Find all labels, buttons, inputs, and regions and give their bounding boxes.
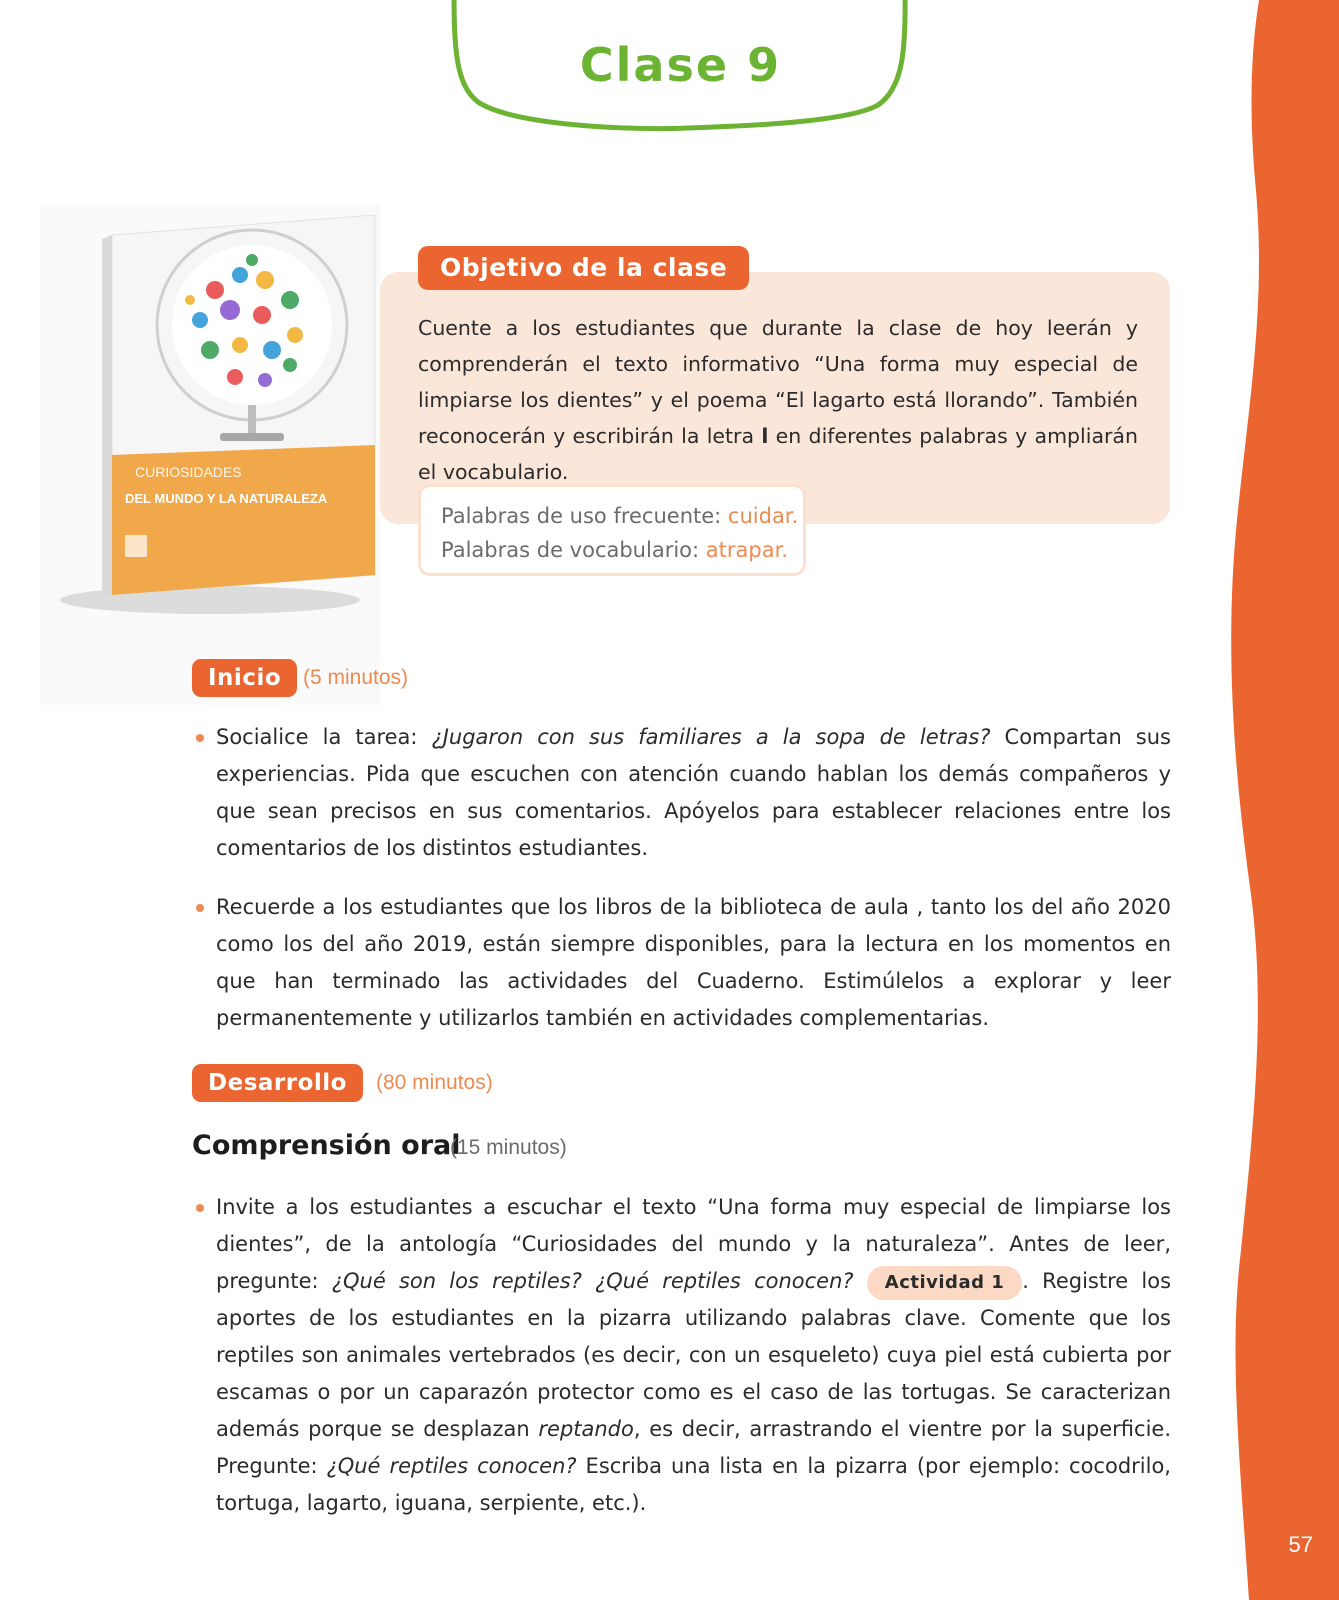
desarrollo-minutes: (80 minutos) xyxy=(376,1071,493,1094)
desarrollo-tab: Desarrollo xyxy=(192,1064,363,1102)
subhead-minutes: (15 minutos) xyxy=(450,1136,567,1159)
inicio-bullet-2: Recuerde a los estudiantes que los libros de la biblioteca de aula , tanto los del año 2020 como los del año 2019, están siempre disponibles, para la lectura en los momentos en que han terminado las actividades del Cuaderno. Estimúlelos a explorar y leer permanentemente y utilizarlos también en actividades complementarias. xyxy=(196,889,1171,1037)
vocabulary-words-line: Palabras de vocabulario: atrapar. xyxy=(441,538,788,562)
book-cover-line1: CURIOSIDADES xyxy=(135,464,242,480)
objective-letter: l xyxy=(761,424,769,448)
desarrollo-bullet-1: Invite a los estudiantes a escuchar el texto “Una forma muy especial de limpiarse los dientes”, de la antología “Curiosidades del mundo y la naturaleza”. Antes de leer, pregunte: ¿Qué son los reptiles? ¿Qué reptiles conocen? Actividad 1 . Registre los aportes de los estudiantes en la pizarra utilizando palabras clave. Comente que los reptiles son animales vertebrados (es decir, con un esqueleto) cuya piel está cubierta por escamas o por un caparazón protector como es el caso de las tortugas. Se caracterizan además porque se desplazan reptando, es decir, arrastrando el vientre por la superficie. Pregunte: ¿Qué reptiles conocen? Escriba una lista en la pizarra (por ejemplo: cocodrilo, tortuga, lagarto, iguana, serpiente, etc.). xyxy=(196,1189,1171,1522)
vocabulary-word: atrapar. xyxy=(705,538,788,562)
desarrollo-list xyxy=(196,1189,1171,1522)
inicio-tab: Inicio xyxy=(192,659,297,697)
frequent-words-line: Palabras de uso frecuente: cuidar. xyxy=(441,504,799,528)
book-cover-line2: DEL MUNDO Y LA NATURALEZA xyxy=(125,491,328,506)
objective-tab: Objetivo de la clase xyxy=(418,246,749,290)
book-cover-image xyxy=(40,205,380,705)
inicio-minutes: (5 minutos) xyxy=(303,666,409,689)
class-title: Clase 9 xyxy=(579,38,782,92)
objective-text: Cuente a los estudiantes que durante la clase de hoy leerán y comprenderán el texto informativo “Una forma muy especial de limpiarse los dientes” y el poema “El lagarto está llorando”. También reconocerán y escribirán la letra l en diferentes palabras y ampliarán el vocabulario. xyxy=(418,316,1138,484)
subhead-comprension-oral: Comprensión oral xyxy=(192,1130,461,1161)
side-band xyxy=(1219,0,1339,1600)
inicio-list xyxy=(196,719,1171,1037)
activity-badge: Actividad 1 xyxy=(867,1266,1023,1300)
inicio-bullet-1: Socialice la tarea: ¿Jugaron con sus familiares a la sopa de letras? Compartan sus experiencias. Pida que escuchen con atención cuando hablan los demás compañeros y que sean precisos en sus comentarios. Apóyelos para establecer relaciones entre los comentarios de los distintos estudiantes. xyxy=(196,719,1171,867)
page-number: 57 xyxy=(1288,1532,1313,1557)
frequent-word: cuidar. xyxy=(727,504,799,528)
words-box xyxy=(418,484,806,576)
